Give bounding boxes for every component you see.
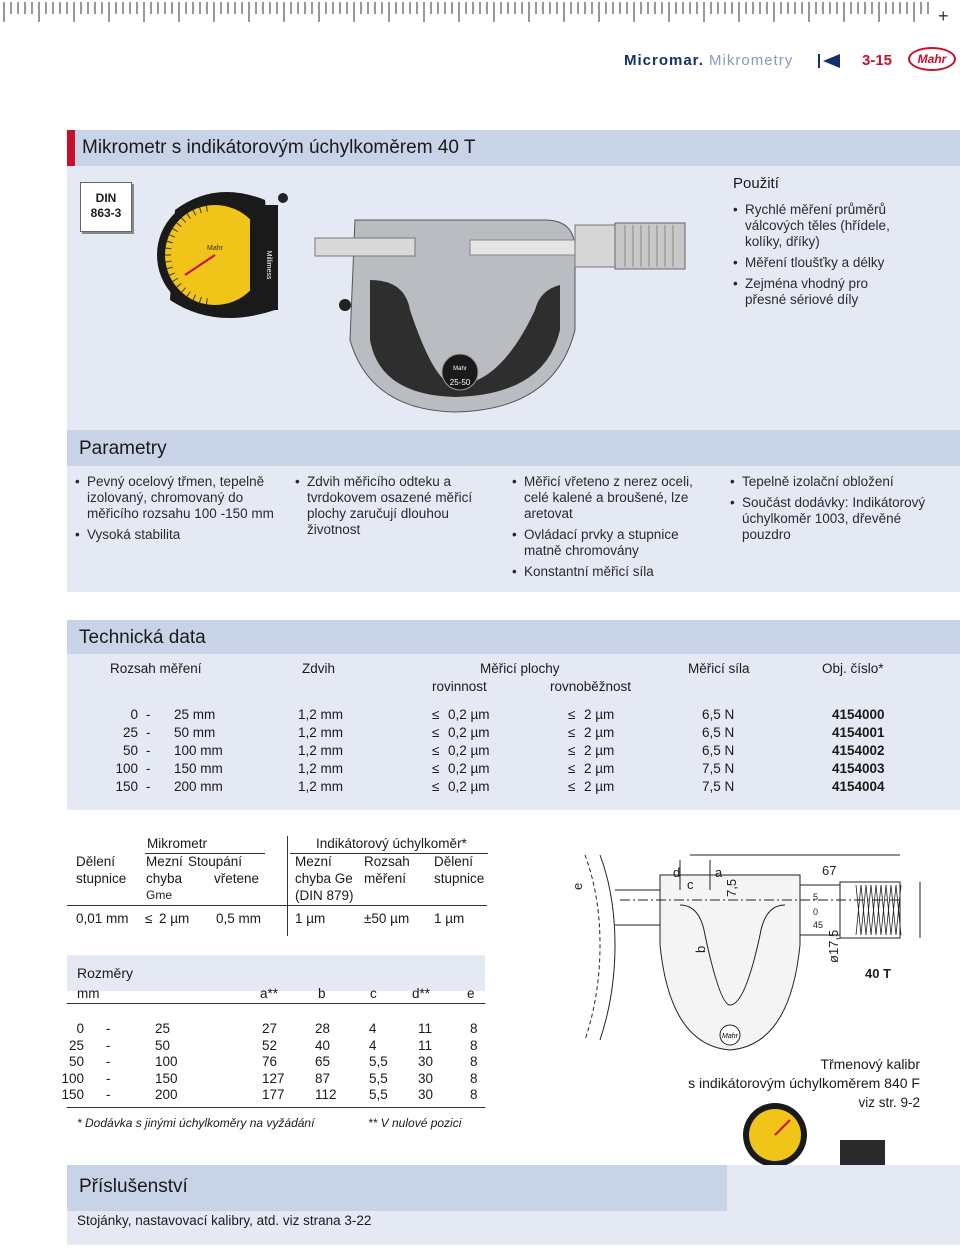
tech-cell-order: 4154002 [832,743,885,758]
svg-text:+: + [938,6,949,26]
th-stroke: Zdvih [302,661,336,676]
dim-cell-d: 11 [418,1037,433,1053]
dimensions-rule-bottom [67,1107,485,1108]
nav-arrow-icon [818,52,842,70]
parameter-item: • Ovládací prvky a stupnice matně chromovány [512,527,707,559]
drawing-logo-text: Mahr [722,1033,738,1040]
mahr-logo: Mahr [908,47,956,71]
less-equal-icon: ≤ [432,761,440,776]
tech-cell-from: 100 [115,761,138,776]
spec-h6-line1: Dělení [434,854,474,869]
tech-cell-stroke: 1,2 mm [298,761,344,776]
tech-cell-to: 150 mm [174,761,223,776]
range-dash: - [106,1087,111,1102]
spec-h2-line2: chyba [146,871,183,886]
dim-col-b: b [318,986,326,1001]
dim-cell-a: 76 [262,1054,278,1069]
drawing-label-a: a [715,865,723,880]
dim-cell-d: 30 [418,1054,434,1069]
tech-cell-flat: 0,2 µm [448,725,490,740]
drawing-scale-45: 45 [813,920,824,930]
dim-cell-e: 8 [470,1037,478,1053]
range-dash: - [106,1021,111,1036]
spec-h4 [295,853,354,904]
range-dash: - [146,725,151,740]
spec-h5 [364,853,410,887]
tech-cell-force: 7,5 N [702,761,735,776]
drawing-dim-75: 7,5 [724,878,739,897]
dim-cell-e: 8 [470,1070,478,1086]
dim-cell-b: 40 [315,1037,331,1053]
spec-h3-line2: vřetene [214,871,260,886]
spec-h5-line1: Rozsah [364,854,410,869]
spec-h2 [146,853,183,904]
page-title: Mikrometr s indikátorovým úchylkoměrem 40 T [82,137,476,158]
th-parallelism: rovnoběžnost [550,679,632,694]
spec-h4-line2: chyba Ge [295,871,353,886]
dim-cell-b: 87 [315,1070,331,1086]
tech-cell-flat: 0,2 µm [448,779,490,794]
spec-v5: ±50 µm [364,911,410,926]
dim-col-e: e [467,986,475,1001]
range-dash: - [106,1037,111,1053]
parameters-band [67,430,960,466]
tech-cell-from: 150 [115,779,138,794]
technical-heading: Technická data [79,627,206,648]
related-subtitle: s indikátorovým úchylkoměrem 840 F [688,1075,920,1091]
dim-cell-c: 5,5 [369,1087,388,1102]
spec-v1: 0,01 mm [76,911,129,926]
parameter-item: • Vysoká stabilita [75,527,275,543]
tech-cell-from: 50 [122,743,138,758]
parameters-heading: Parametry [79,438,167,459]
tech-cell-order: 4154001 [832,725,885,740]
drawing-label-e: e [570,882,585,890]
dim-cell-a: 52 [262,1037,278,1053]
spec-v3: 0,5 mm [216,911,262,926]
spec-h3-line1: Stoupání [188,854,243,869]
dim-col-a: a** [260,986,279,1001]
drawing-dim-67: 67 [822,863,837,878]
usage-section [733,175,948,313]
dim-cell-e: 8 [470,1087,478,1102]
dial-label-text: Millimess [265,250,272,280]
usage-item: • Zejména vhodný pro přesné sériové díly [733,276,903,308]
spec-v2-value: 2 µm [159,911,190,926]
usage-item: • Rychlé měření průměrů válcových těles (hřídele, kolíky, dříky) [733,202,903,250]
dim-cell-e: 8 [470,1054,478,1069]
tech-cell-to: 25 mm [174,707,216,722]
spec-h3 [188,853,259,887]
tech-cell-par: 2 µm [584,707,615,722]
drawing-label-d: d [673,865,681,880]
tech-cell-order: 4154004 [832,779,885,794]
accessories-text: Stojánky, nastavovací kalibry, atd. viz strana 3-22 [77,1213,372,1228]
dim-cell-from: 50 [68,1054,84,1069]
less-equal-icon: ≤ [568,761,576,776]
tech-cell-flat: 0,2 µm [448,707,490,722]
less-equal-icon: ≤ [432,725,440,740]
dim-cell-from: 100 [61,1070,84,1086]
parameter-item: • Součást dodávky: Indikátorový úchylkoměr 1003, dřevěné pouzdro [730,495,940,543]
less-equal-icon: ≤ [568,779,576,794]
dimensions-rule [67,1003,485,1004]
range-dash: - [146,761,151,776]
tech-cell-to: 50 mm [174,725,216,740]
dim-cell-to: 200 [155,1087,178,1102]
tech-cell-to: 200 mm [174,779,223,794]
tech-cell-stroke: 1,2 mm [298,743,344,758]
parameters-col-1 [75,474,275,548]
parameter-item: • Měřicí vřeteno z nerez oceli, celé kalené a broušené, lze aretovat [512,474,707,522]
tech-cell-from: 0 [130,707,138,722]
dim-col-c: c [370,986,377,1001]
th-range: Rozsah měření [110,661,202,676]
parameters-col-4 [730,474,940,548]
tech-cell-stroke: 1,2 mm [298,725,344,740]
tech-cell-force: 6,5 N [702,743,735,758]
drawing-label-b: b [693,945,708,953]
dim-cell-from: 25 [68,1037,84,1053]
frame-badge-text: Mahr [453,366,467,372]
dim-cell-c: 4 [369,1021,377,1036]
drawing-scale-0: 0 [813,907,819,917]
dial-brand-text: Mahr [207,245,223,252]
dim-cell-a: 177 [262,1087,285,1102]
dim-cell-b: 28 [315,1021,331,1036]
range-dash: - [106,1054,111,1069]
spec-h1-line2: stupnice [76,871,127,886]
page-number: 3-15 [862,52,893,69]
dim-cell-to: 50 [155,1037,171,1053]
tech-cell-force: 6,5 N [702,725,735,740]
tech-cell-order: 4154003 [832,761,885,776]
less-equal-icon: ≤ [568,743,576,758]
brand-text: Micromar. [624,52,704,69]
range-dash: - [146,779,151,794]
drawing-label-c: c [687,877,694,892]
note-supply: * Dodávka s jinými úchylkoměry na vyžádání [77,1116,315,1130]
tech-cell-stroke: 1,2 mm [298,779,344,794]
dim-cell-to: 100 [155,1054,178,1069]
less-equal-icon: ≤ [432,707,440,722]
usage-item: • Měření tloušťky a délky [733,255,903,271]
dim-cell-e: 8 [470,1021,478,1036]
less-equal-icon: ≤ [145,911,153,926]
tech-cell-force: 6,5 N [702,707,735,722]
drawing-scale-5: 5 [813,892,819,902]
accessories-heading: Příslušenství [79,1176,188,1197]
less-equal-icon: ≤ [432,779,440,794]
frame-range-text: 25-50 [449,378,471,387]
drawing-dim-dia: ø17,5 [826,929,841,963]
parameters-col-2 [295,474,485,543]
dim-cell-to: 150 [155,1070,178,1086]
tech-cell-par: 2 µm [584,743,615,758]
dim-cell-d: 30 [418,1087,434,1102]
title-band [67,130,960,166]
dim-cell-c: 4 [369,1037,377,1053]
spec-rule [67,905,487,906]
dim-col-d: d** [412,986,431,1001]
less-equal-icon: ≤ [568,725,576,740]
tech-cell-par: 2 µm [584,779,615,794]
th-faces: Měřicí plochy [480,661,560,676]
tech-cell-to: 100 mm [174,743,223,758]
print-ruler [0,0,960,40]
spec-v6: 1 µm [434,911,465,926]
tech-cell-flat: 0,2 µm [448,761,490,776]
range-dash: - [146,707,151,722]
range-dash: - [106,1070,111,1086]
dim-cell-a: 127 [262,1070,285,1086]
th-order: Obj. číslo* [822,661,884,676]
less-equal-icon: ≤ [568,707,576,722]
spec-h1-line1: Dělení [76,854,116,869]
parameter-item: • Konstantní měřicí síla [512,564,707,580]
th-flatness: rovinnost [432,679,487,694]
related-title: Třmenový kalibr [820,1056,920,1072]
tech-cell-stroke: 1,2 mm [298,707,344,722]
dim-cell-from: 150 [61,1087,84,1102]
spec-h5-line2: měření [364,871,407,886]
spec-h2-line1: Mezní [146,854,183,869]
parameter-item: • Tepelně izolační obložení [730,474,940,490]
drawing-model: 40 T [865,966,892,981]
spec-h4-line1: Mezní [295,854,332,869]
dim-cell-b: 65 [315,1054,331,1069]
section-text: Mikrometry [709,52,794,69]
related-ref: viz str. 9-2 [858,1095,920,1110]
dim-cell-a: 27 [262,1021,278,1036]
parameter-item: • Pevný ocelový třmen, tepelně izolovaný, chromovaný do měřicího rozsahu 100 -150 mm [75,474,275,522]
dim-cell-d: 30 [418,1070,434,1086]
dim-cell-from: 0 [76,1021,84,1036]
range-dash: - [146,743,151,758]
spec-micrometer-heading: Mikrometr [147,836,207,851]
tech-cell-par: 2 µm [584,725,615,740]
dim-cell-b: 112 [315,1087,337,1102]
spec-h6-line2: stupnice [434,871,485,886]
spec-h1 [76,853,126,887]
tech-cell-par: 2 µm [584,761,615,776]
tech-cell-flat: 0,2 µm [448,743,490,758]
spec-v4: 1 µm [295,911,326,926]
usage-heading: Použití [733,175,779,192]
th-force: Měřicí síla [688,661,750,676]
micrometer-image [155,180,715,425]
spec-v2 [145,911,189,926]
dimensions-unit: mm [77,986,100,1001]
tech-cell-from: 25 [122,725,138,740]
spec-divider [287,836,288,936]
less-equal-icon: ≤ [432,743,440,758]
dim-cell-to: 25 [155,1021,171,1036]
dim-cell-c: 5,5 [369,1070,388,1086]
spec-h2-line3: Gme [146,888,173,902]
note-zero: ** V nulové pozici [368,1116,462,1130]
parameter-item: • Zdvih měřicího odteku a tvrdokovem osazené měřicí plochy zaručují dlouhou životnost [295,474,485,538]
tech-cell-force: 7,5 N [702,779,735,794]
dimensions-heading: Rozměry [77,965,134,981]
dim-cell-c: 5,5 [369,1054,388,1069]
parameters-col-3 [512,474,707,585]
din-number: 863-3 [90,206,122,220]
spec-h6 [434,853,484,887]
dim-cell-d: 11 [418,1021,433,1036]
din-label: DIN [95,191,117,205]
spec-h4-line3: (DIN 879) [295,888,354,903]
din-badge [80,182,132,232]
header-brand [624,52,793,69]
technical-drawing [560,845,950,1060]
spec-indicator-heading: Indikátorový úchylkoměr* [316,836,467,851]
tech-cell-order: 4154000 [832,707,885,722]
